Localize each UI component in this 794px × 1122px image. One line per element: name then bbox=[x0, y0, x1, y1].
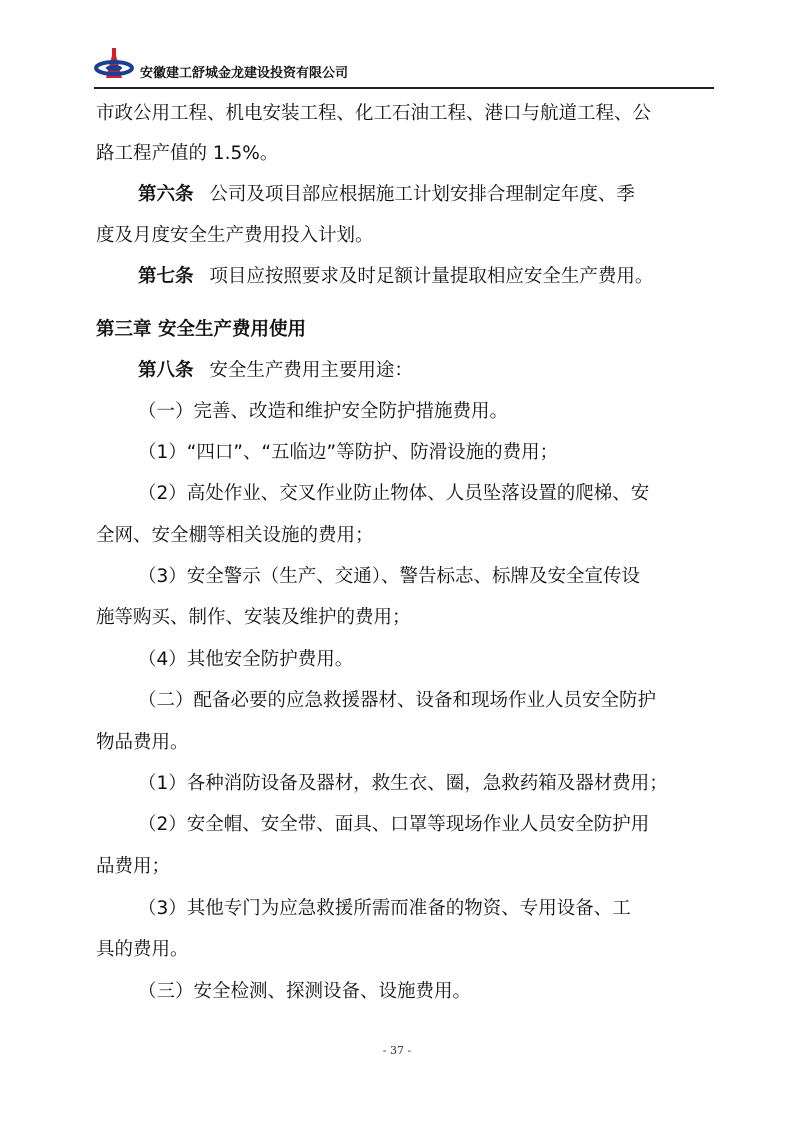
body-line-8: （1）“四口”、“五临边”等防护、防滑设施的费用； bbox=[138, 442, 559, 463]
article-7-text: 项目应按照要求及时足额计量提取相应安全生产费用。 bbox=[209, 266, 654, 287]
body-line-9: （2）高处作业、交叉作业防止物体、人员坠落设置的爬梯、安 bbox=[138, 483, 650, 504]
body-line-13: （4）其他安全防护费用。 bbox=[138, 649, 354, 670]
body-line-16: （1）各种消防设备及器材，救生衣、圈，急救药箱及器材费用； bbox=[138, 773, 668, 794]
article-8-line bbox=[138, 359, 413, 383]
body-line-11: （3）安全警示（生产、交通）、警告标志、标牌及安全宣传设 bbox=[138, 566, 641, 587]
body-line-12: 施等购买、制作、安装及维护的费用； bbox=[96, 607, 411, 628]
body-line-17: （2）安全帽、安全带、面具、口罩等现场作业人员安全防护用 bbox=[138, 814, 650, 835]
body-line-18: 品费用； bbox=[96, 856, 171, 877]
header-divider bbox=[94, 87, 714, 89]
article-8-label: 第八条 bbox=[138, 360, 194, 381]
chapter-3-heading: 第三章 安全生产费用使用 bbox=[96, 319, 306, 340]
body-line-21: （三）安全检测、探测设备、设施费用。 bbox=[138, 981, 472, 1002]
body-line-15: 物品费用。 bbox=[96, 732, 189, 753]
article-8-text: 安全生产费用主要用途： bbox=[209, 360, 413, 381]
article-6-text: 公司及项目部应根据施工计划安排合理制定年度、季 bbox=[209, 184, 635, 205]
article-7-label: 第七条 bbox=[138, 266, 194, 287]
body-line-19: （3）其他专门为应急救援所需而准备的物资、专用设备、工 bbox=[138, 898, 631, 919]
body-line-2: 路工程产值的 1.5%。 bbox=[96, 143, 279, 164]
company-name: 安徽建工舒城金龙建设投资有限公司 bbox=[140, 66, 349, 81]
article-6-line bbox=[138, 183, 635, 207]
page-header bbox=[0, 0, 794, 92]
body-line-14: （二）配备必要的应急救援器材、设备和现场作业人员安全防护 bbox=[138, 690, 657, 711]
body-line-1: 市政公用工程、机电安装工程、化工石油工程、港口与航道工程、公 bbox=[96, 103, 652, 124]
article-7-line bbox=[138, 265, 653, 289]
body-line-7: （一）完善、改造和维护安全防护措施费用。 bbox=[138, 401, 509, 422]
body-line-4: 度及月度安全生产费用投入计划。 bbox=[96, 225, 374, 246]
body-line-10: 全网、安全棚等相关设施的费用； bbox=[96, 525, 374, 546]
company-logo-icon bbox=[94, 44, 134, 84]
page-number: - 37 - bbox=[382, 1044, 412, 1057]
body-line-20: 具的费用。 bbox=[96, 939, 189, 960]
article-6-label: 第六条 bbox=[138, 184, 194, 205]
